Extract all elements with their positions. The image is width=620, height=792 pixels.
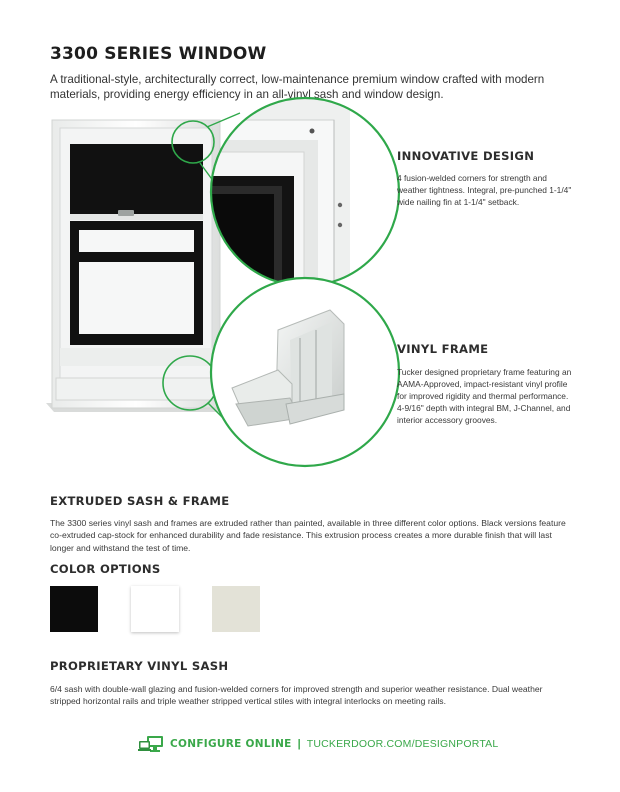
window-unit (46, 120, 224, 412)
vinyl-profile-zoom (200, 270, 410, 470)
innovative-design-text: 4 fusion-welded corners for strength and weather tightness. Integral, pre-punched 1-1/4" wide nailing fin at 1-1/4" setback. (397, 173, 572, 207)
extruded-text: The 3300 series vinyl sash and frames are extruded rather than painted, available in three different color options. Black versions feature co-extruded cap-stock for enhanced durability and fade resistance. This extrusion process creates a more durable finish that will last longer and withstand the test of time. (50, 518, 566, 553)
vinyl-frame-heading: VINYL FRAME (397, 342, 489, 356)
color-swatch-almond (212, 586, 260, 632)
vinyl-sash-text: 6/4 sash with double-wall glazing and fusion-welded corners for improved strength and superior weather resistance. Dual weather stripped horizontal rails and triple weather stripped vertical stiles with integral interlocks on meeting rails. (50, 684, 543, 707)
innovative-design-heading: INNOVATIVE DESIGN (397, 149, 535, 163)
design-portal-url[interactable]: TUCKERDOOR.COM/DESIGNPORTAL (306, 738, 499, 750)
page-title: 3300 SERIES WINDOW (50, 44, 267, 64)
intro-text: A traditional-style, architecturally correct, low-maintenance premium window crafted with modern materials, providing energy efficiency in an all-vinyl sash and window design. (50, 73, 545, 101)
footer-configure[interactable] (138, 735, 498, 753)
color-options-heading: COLOR OPTIONS (50, 562, 161, 576)
footer-separator: | (297, 738, 301, 750)
color-swatch-black (50, 586, 98, 632)
vinyl-sash-heading: PROPRIETARY VINYL SASH (50, 659, 229, 673)
color-swatch-white (131, 586, 179, 632)
extruded-heading: EXTRUDED SASH & FRAME (50, 494, 230, 508)
configure-online-link[interactable]: CONFIGURE ONLINE (170, 738, 292, 750)
corner-detail-zoom (200, 90, 410, 306)
laptop-monitor-icon (138, 735, 164, 753)
vinyl-frame-text: Tucker designed proprietary frame featuring an AAMA-Approved, impact-resistant vinyl profile for improved rigidity and thermal performance. 4-9/16" depth with integral BM, J-Channel, and interior accessory grooves. (397, 367, 572, 425)
